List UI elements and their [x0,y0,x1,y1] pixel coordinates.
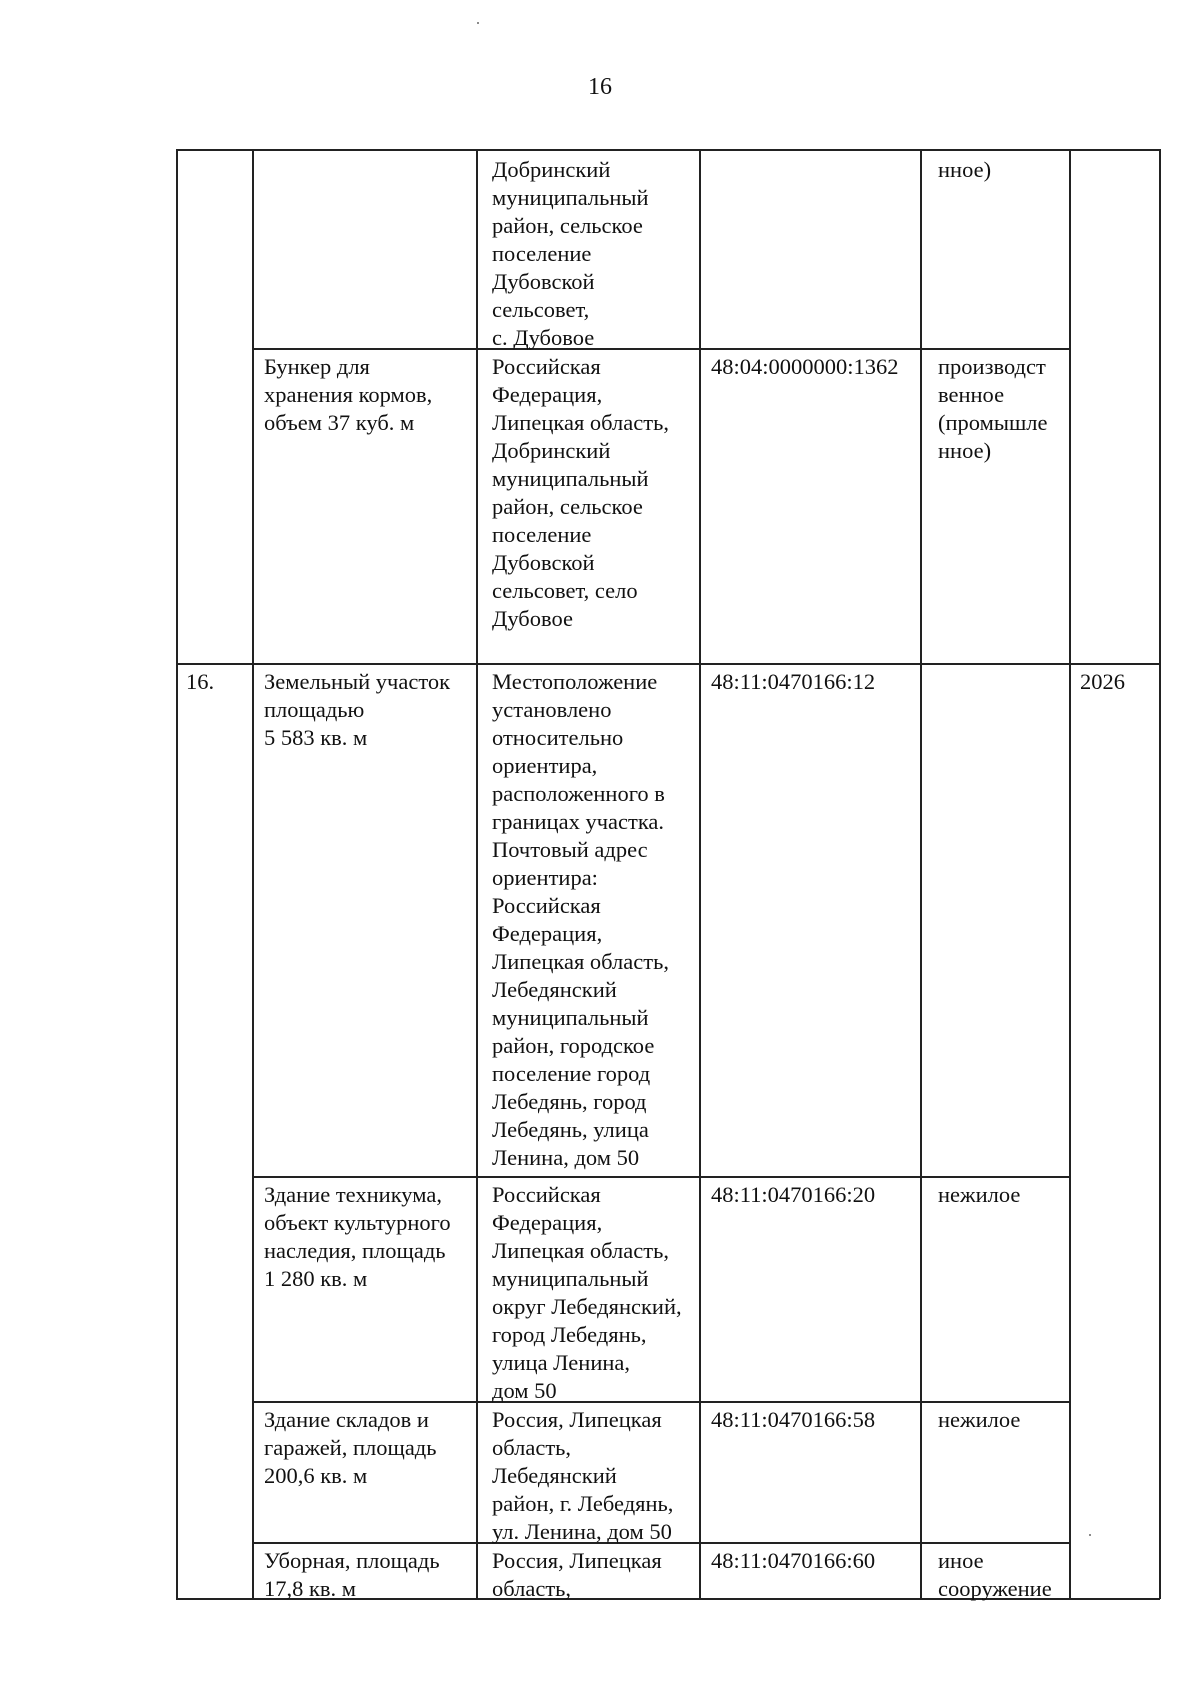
bunker-purpose: производст венное (промышле нное) [938,354,1048,463]
table-border-top [176,149,1160,151]
land-plot-cadastral-number: 48:11:0470166:12 [711,669,876,694]
warehouse-name: Здание складов и гаражей, площадь 200,6 кв. м [264,1407,437,1488]
table-border-left [176,149,178,1599]
item-year: 2026 [1080,669,1125,694]
bunker-address: Российская Федерация, Липецкая область, Добринский муниципальный район, сельское поселение Дубовской сельсовет, село Дубовое [492,354,669,631]
school-building-purpose: нежилое [938,1182,1021,1207]
continuation-address: Добринский муниципальный район, сельское поселение Дубовской сельсовет, с. Дубовое [492,157,649,350]
toilet-purpose: иное сооружение [938,1548,1052,1601]
school-building-address: Российская Федерация, Липецкая область, муниципальный округ Лебедянский, город Лебедянь, улица Ленина, дом 50 [492,1182,682,1403]
school-building-name: Здание техникума, объект культурного наследия, площадь 1 280 кв. м [264,1182,451,1291]
bunker-name: Бункер для хранения кормов, объем 37 куб. м [264,354,433,435]
warehouse-purpose: нежилое [938,1407,1021,1432]
toilet-address: Россия, Липецкая область, [492,1548,662,1601]
property-table [176,149,1160,1599]
scan-speck [477,22,479,24]
column-rule-1 [252,149,254,1599]
school-building-cadastral-number: 48:11:0470166:20 [711,1182,876,1207]
item-number: 16. [186,669,215,694]
scan-speck [1089,1534,1091,1536]
bunker-cadastral-number: 48:04:0000000:1362 [711,354,899,379]
column-rule-3 [699,149,701,1599]
column-rule-4 [920,149,922,1599]
toilet-name: Уборная, площадь 17,8 кв. м [264,1548,440,1601]
land-plot-address: Местоположение установлено относительно ориентира, расположенного в границах участка. Почтовый адрес ориентира: Российская Федерация, Липецкая область, Лебедянский муниципальный район, городское поселение город Лебедянь, город Лебедянь, улица Ленина, дом 50 [492,669,669,1170]
table-border-right [1159,149,1161,1599]
page-number: 16 [588,74,612,100]
row-rule-item16 [176,663,1160,665]
warehouse-address: Россия, Липецкая область, Лебедянский район, г. Лебедянь, ул. Ленина, дом 50 [492,1407,674,1544]
column-rule-5 [1069,149,1071,1599]
warehouse-cadastral-number: 48:11:0470166:58 [711,1407,876,1432]
column-rule-2 [476,149,478,1599]
toilet-cadastral-number: 48:11:0470166:60 [711,1548,876,1573]
continuation-purpose: нное) [938,157,992,182]
row-rule-building [252,1176,1070,1178]
land-plot-name: Земельный участок площадью 5 583 кв. м [264,669,451,750]
